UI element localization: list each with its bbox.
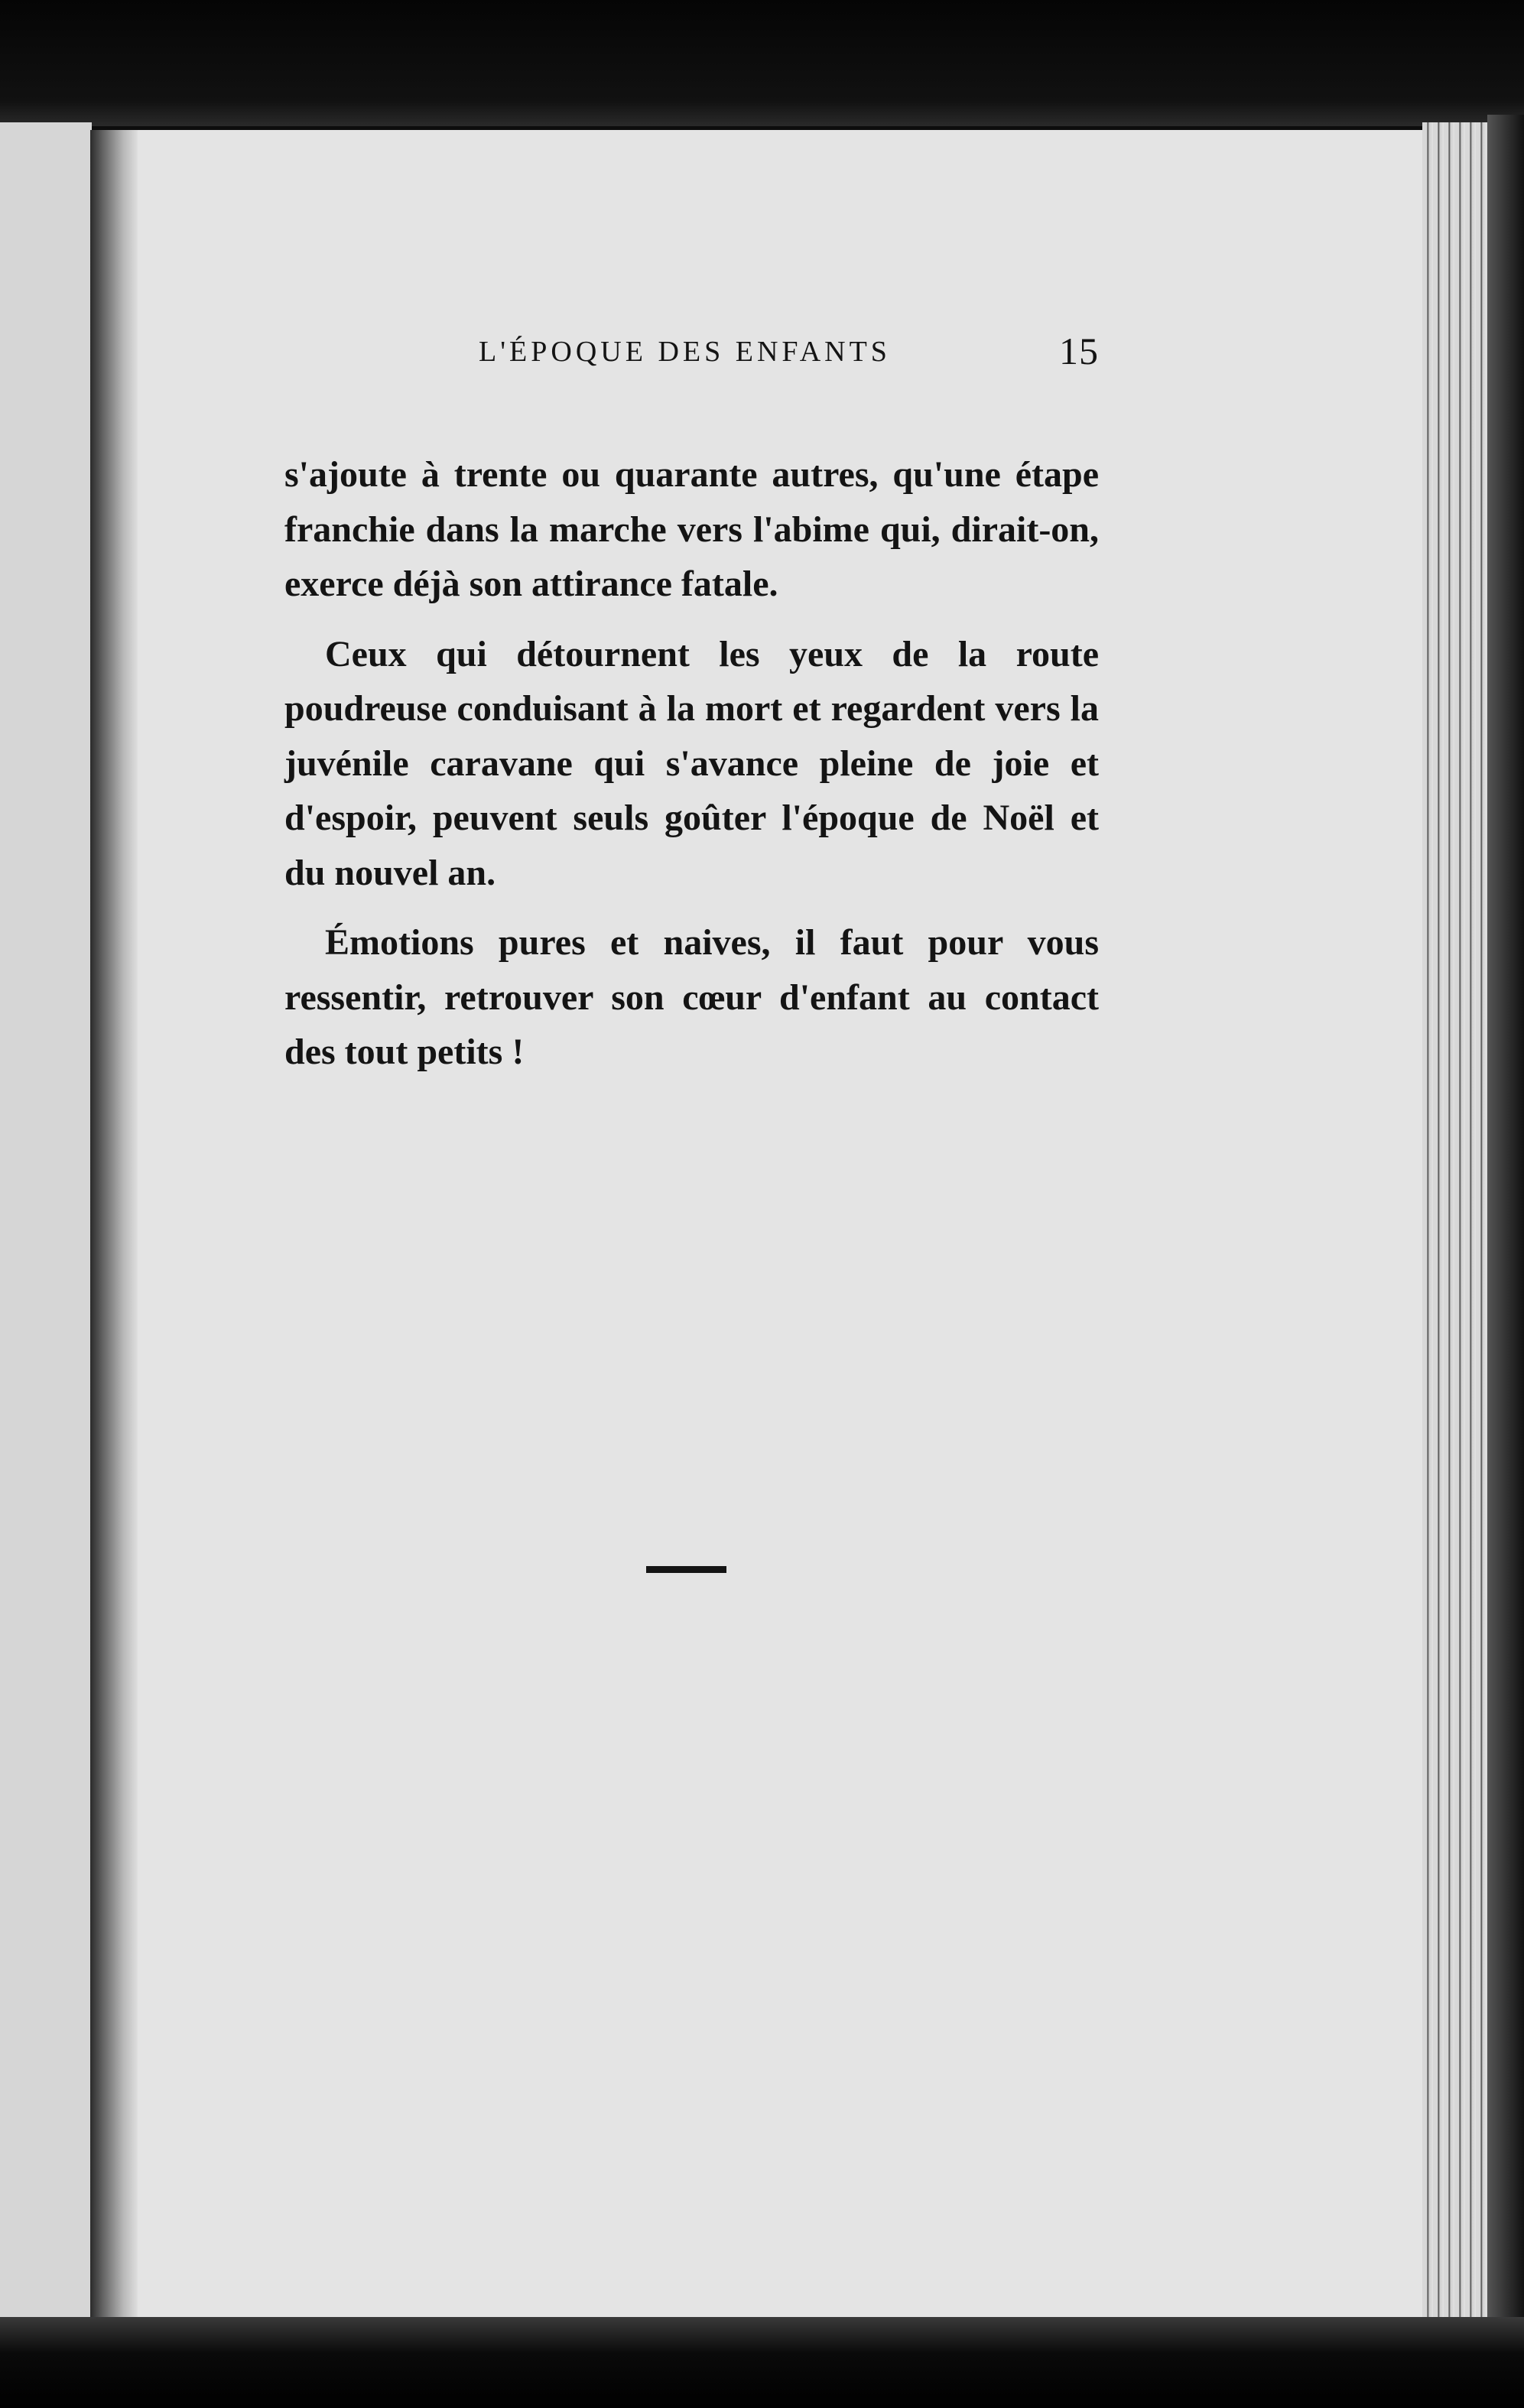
running-head — [284, 329, 1099, 375]
facing-page-edge — [0, 122, 92, 2325]
scanner-top-edge — [0, 0, 1524, 126]
page-text — [284, 329, 1099, 1080]
scanner-bottom-edge — [0, 2317, 1524, 2408]
paragraph: s'ajoute à trente ou quarante autres, qu'une étape franchie dans la marche vers l'abime qui, dirait-on, exerce déjà son attirance fatale. — [284, 454, 1099, 604]
running-title: L'ÉPOQUE DES ENFANTS — [479, 336, 891, 368]
paragraph: Émotions pures et naives, il faut pour vous ressentir, retrouver son cœur d'enfant au contact des tout petits ! — [284, 922, 1099, 1072]
scanner-right-edge — [1487, 115, 1524, 2332]
end-rule — [646, 1566, 726, 1573]
binding-gutter — [90, 130, 138, 2317]
page-number: 15 — [1059, 330, 1099, 372]
paragraph: Ceux qui détournent les yeux de la route poudreuse conduisant à la mort et regardent vers la juvénile caravane qui s'avance pleine de joie et d'espoir, peuvent seuls goûter l'époque de Noël et du nouvel an. — [284, 633, 1099, 893]
